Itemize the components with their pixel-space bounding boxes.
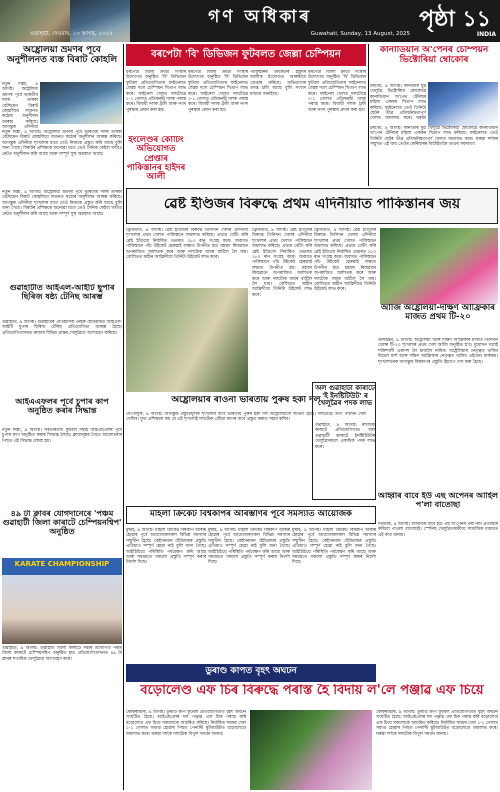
canadian-open-body-cont: টৰণ্টো, ৯ আগষ্ট। কানাডাৰ যুৱ খেলুৱৈ ভিক্টোৰিয়া ম্বোকোৱে কানাডিয়ান অ'পেন টেনিছৰ মহিলা এককৰ খিতাপ লাভ কৰিছে। ফাইনেলত তেওঁ তিনিটা ছেটৰ তীব্ৰ প্ৰতিদ্বন্দ্বিতাপূৰ্ণ খেলত জয়লাভ কৰে। ঘৰুৱা দৰ্শকৰ সন্মুখত এই জয় তেওঁৰ কেৰিয়াৰৰ আটাইতকৈ ডাঙৰ সফলতা। xyxy=(370,126,498,148)
hockey-body: বেংগালুৰু, ৯ আগষ্ট। আগন্তুক প্ৰস্তুতিমূলক শৃংখলাৰ বাবে ভাৰতীয় পুৰুষ হকী দল অষ্ট্ৰেলিয়ালৈ ৰাওনা হৈছে। দলটোৱে তাত পাঁচখন খেল খেলিব। মুখ্য প্ৰশিক্ষকে কয় যে এই শৃংখলাই দলটোক এছিয়া কাপৰ বাবে প্ৰস্তুত কৰাত সহায় কৰিব। xyxy=(126,412,366,423)
canadian-open-photo xyxy=(428,82,498,126)
masthead-date: গুৱাহাটী, দেওবাৰ, ১৩ আগষ্ট, ২০২৫ xyxy=(30,31,113,37)
pakistan-body-2: ট্ৰিনিডাড, ৯ আগষ্ট। ৱেষ্ট ইণ্ডিজৰ বিৰুদ্ধে তিনিখন খেলৰ এদিনীয়া শৃংখলাৰ প্ৰথম খেলত পাকিস্তানে জয়লাভ কৰিছে। প্ৰথমে বেটিং কৰি ৱেষ্ট ইণ্ডিজে নিৰ্ধাৰিত ওভাৰত ২৮০ ৰান সংগ্ৰহ কৰে। জবাবত পাকিস্তানে পাঁচ উইকেট হেৰুৱাই লক্ষ্যত উপনীত হয়। মহম্মদ ৰিজৱানে অপৰাজিত অৰ্ধশতক কৰে আৰু দলটোক জয়ৰ বাটলৈ লৈ যায়। বোলিঙত শ্বাহীন আফ্ৰিদীয়ে তিনিটা উইকেট লাভ কৰে। xyxy=(252,228,312,298)
pakistan-body: ট্ৰিনিডাড, ৯ আগষ্ট। ৱেষ্ট ইণ্ডিজৰ বিৰুদ্ধে তিনিখন খেলৰ এদিনীয়া শৃংখলাৰ প্ৰথম খেলত পাকিস্তানে জয়লাভ কৰিছে। প্ৰথমে বেটিং কৰি ৱেষ্ট ইণ্ডিজে নিৰ্ধাৰিত ওভাৰত ২৮০ ৰান সংগ্ৰহ কৰে। জবাবত পাকিস্তানে পাঁচ উইকেট হেৰুৱাই লক্ষ্যত উপনীত হয়। মহম্মদ ৰিজৱানে অপৰাজিত অৰ্ধশতক কৰে আৰু দলটোক জয়ৰ বাটলৈ লৈ যায়। বোলিঙত শ্বাহীন আফ্ৰিদীয়ে তিনিটা উইকেট লাভ কৰে। xyxy=(126,228,248,261)
football-body: বৰপেটা জিলা ক্ৰীড়া সংস্থাৰ উদ্যোগত অনুষ্ঠিত 'বি' ডিভিজন ফুটবল প্ৰতিযোগিতাৰ ফাইনেলত জেল্লা দলে চেম্পিয়ন খিতাপ লাভ কৰে। ফাইনেল খেলত দলটোৱে ২-১ গোলত প্ৰতিদ্বন্দ্বী দলক পৰাস্ত কৰে। বিজয়ী দলক ট্ৰফী আৰু নগদ পুৰস্কাৰ প্ৰদান কৰা হয়। xyxy=(126,70,186,113)
karate-district-headline: ৪৯ টা ক্লাবৰ যোগদানেৰে 'পঞ্চম গুৱাহাটী জিলা কাৰাটে চেম্পিয়নশ্বিপ' অনুষ্ঠিত xyxy=(2,510,122,536)
durand-headline: বড়োলেণ্ড এফ চিৰ বিৰুদ্ধে পৰাস্ত হৈ বিদায় ল'লে পঞ্জাৱ এফ চিয়ে xyxy=(140,684,484,698)
badosa-headline: আহ্বাৰ বাবে ইউ এছ অপেনৰ আৰ্হিল প'লা বাতোছা xyxy=(378,492,498,509)
canadian-open-body: টৰণ্টো, ৯ আগষ্ট। কানাডাৰ যুৱ খেলুৱৈ ভিক্টোৰিয়া ম্বোকোৱে কানাডিয়ান অ'পেন টেনিছৰ মহিলা এককৰ খিতাপ লাভ কৰিছে। ফাইনেলত তেওঁ তিনিটা ছেটৰ তীব্ৰ প্ৰতিদ্বন্দ্বিতাপূৰ্ণ খেলত জয়লাভ কৰে। ঘৰুৱা xyxy=(370,84,426,120)
column-rule xyxy=(123,44,124,790)
pakistan-banner xyxy=(126,188,498,224)
super-cup-headline: আইএএফলৰ পূৰ্বে চুপাৰ কাপ অনুষ্ঠিত কৰাৰ সিদ্ধান্ত xyxy=(15,398,109,415)
durand-kicker-bar xyxy=(126,664,376,682)
kohli-body-extra: নতুন দিল্লী, ৯ আগষ্ট। অষ্ট্ৰেলিয়া ভ্ৰমণৰ পূৰ্বে ভাৰতীয় দলৰ তাৰকা বেটছমেন বিৰাট কোহলিয়ে লণ্ডনত কঠোৰ অনুশীলন আৰম্ভ কৰিছে। আগন্তুক এদিনীয়া শৃংখলাৰ বাবে তেওঁ নিজকে প্ৰস্তুত কৰি আছে বুলি জনা গৈছে। বিৰাটৰ প্ৰশিক্ষকে জনোৱা মতে তেওঁ দৈনিক কেইবা ঘণ্টাও নেটত অনুশীলন কৰি আছে আৰু সম্পূৰ্ণ সুস্থ অৱস্থাত আছে। xyxy=(2,190,122,217)
kohli-body-cont: নতুন দিল্লী, ৯ আগষ্ট। অষ্ট্ৰেলিয়া ভ্ৰমণৰ পূৰ্বে ভাৰতীয় দলৰ তাৰকা বেটছমেন বিৰাট কোহলিয়ে লণ্ডনত কঠোৰ অনুশীলন আৰম্ভ কৰিছে। আগন্তুক এদিনীয়া শৃংখলাৰ বাবে তেওঁ নিজকে প্ৰস্তুত কৰি আছে বুলি জনা গৈছে। বিৰাটৰ প্ৰশিক্ষকে জনোৱা মতে তেওঁ দৈনিক কেইবা ঘণ্টাও নেটত অনুশীলন কৰি আছে আৰু সম্পূৰ্ণ সুস্থ অৱস্থাত আছে। xyxy=(2,130,122,157)
football-headline-text: বৰপেটা 'বি' ডিভিজন ফুটবলত জেল্লা চেম্পিয়ন xyxy=(151,49,341,60)
badosa-body: নিউয়ৰ্ক, ৯ আগষ্ট। আঘাতৰ বাবে ইউ এছ অ'পেনৰ পৰা নাম প্ৰত্যাহাৰ কৰিলে পাওলা বাদোছাই। স্পেনিছ খেলুৱৈগৰাকীয়ে সামাজিক মাধ্যমত এই কথা জনায়। xyxy=(378,522,498,538)
football-headline xyxy=(126,44,366,66)
karate-banner-text: KARATE CHAMPIONSHIP xyxy=(14,560,110,568)
guwahati-headline: গুৱাহাটীত আইএল-আইটি ছুপাৰ ছিৰিজ ষষ্ঠ্য টেনিছ আৰম্ভ xyxy=(9,284,115,301)
karate-inst-headline-text: অল গুৱাহাটী কাৰাটে 'ই ইনষ্টিটিউট' ৰ খেলুৱৈৰ পদক লাভ xyxy=(315,385,375,408)
pakistan-body-3: ট্ৰিনিডাড, ৯ আগষ্ট। ৱেষ্ট ইণ্ডিজৰ বিৰুদ্ধে তিনিখন খেলৰ এদিনীয়া শৃংখলাৰ প্ৰথম খেলত পাকিস্তানে জয়লাভ কৰিছে। প্ৰথমে বেটিং কৰি ৱেষ্ট ইণ্ডিজে নিৰ্ধাৰিত ওভাৰত ২৮০ ৰান সংগ্ৰহ কৰে। জবাবত পাকিস্তানে পাঁচ উইকেট হেৰুৱাই লক্ষ্যত উপনীত হয়। মহম্মদ ৰিজৱানে অপৰাজিত অৰ্ধশতক কৰে আৰু দলটোক জয়ৰ বাটলৈ লৈ যায়। বোলিঙত শ্বাহীন আফ্ৰিদীয়ে তিনিটা উইকেট লাভ কৰে। xyxy=(314,228,376,293)
karate-inst-box xyxy=(312,382,376,500)
haider-headline: ইংলেণ্ডৰ কোৰ্টিং অভিযোগত প্ৰেপ্তাৰ পাকিস্তানৰ হাইদৰ আলী xyxy=(126,136,186,183)
karate-photo xyxy=(2,558,122,644)
canadian-open-headline: কানাডিয়ান অ'পেনৰ চেম্পিয়ন ভিক্টোৰিয়া ম্বোকোৰ xyxy=(379,46,489,65)
pakistan-photo xyxy=(126,288,248,392)
women-wc-body-2: মুম্বাই, ৯ আগষ্ট। মহিলা ক্ৰিকেট বিশ্বকাপ আৰম্ভ হোৱাৰ পূৰ্বে আয়োজকসকল বিভিন্ন সমস্যাৰ সন্মুখীন হৈছে। কেইখনমান ষ্টেডিয়ামৰ প্ৰস্তুতি এতিয়াও সম্পূৰ্ণ হোৱা নাই বুলি জনা গৈছে। আইচিচিয়ে পৰিস্থিতি পৰ্যবেক্ষণ কৰি আছে আৰু সময়মতে সকলো প্ৰস্তুতি সম্পূৰ্ণ কৰাৰ নিৰ্দেশ দিছে। xyxy=(208,528,290,566)
aus-sa-headline: আজি অষ্ট্ৰেলিয়া-দক্ষিণ আফ্ৰিকাৰ মাজত প্ৰথম টি-২০ xyxy=(381,304,495,323)
durand-body: কোকৰাঝাৰ, ৯ আগষ্ট। ডুৰাণ্ড কাপ ফুটবল প্ৰতিযোগিতাত বৃহৎ অঘটন সংঘটিত হৈছে। আইএছএলৰ দল পঞ্জাৱ এফ চিক পৰাস্ত কৰি বড়োলেণ্ড এফ চিয়ে সকলোকে আচৰিত কৰিছে। নিৰ্ধাৰিত সময়ৰ খেল ১-১ গোলত সমাপ্ত হোৱাৰ পিছত পেনাল্টি শ্বুটআউটত বড়োলেণ্ডে জয়লাভ কৰে। ঘৰুৱা দৰ্শকে দলটোক বিপুল সমৰ্থন জনায়। xyxy=(126,710,246,737)
football-body-2: বৰপেটা জিলা ক্ৰীড়া সংস্থাৰ উদ্যোগত অনুষ্ঠিত 'বি' ডিভিজন ফুটবল প্ৰতিযোগিতাৰ ফাইনেলত জেল্লা দলে চেম্পিয়ন খিতাপ লাভ কৰে। ফাইনেল খেলত দলটোৱে ২-১ গোলত প্ৰতিদ্বন্দ্বী দলক পৰাস্ত কৰে। বিজয়ী দলক ট্ৰফী আৰু নগদ পুৰস্কাৰ প্ৰদান কৰা হয়। xyxy=(188,70,248,113)
karate-inst-body: গুৱাহাটী, ৯ আগষ্ট। ৰাজ্যিক কাৰাটে প্ৰতিযোগিতাত অল গুৱাহাটী কাৰাটে ইনষ্টিটিউটৰ খেলুৱৈসকলে একাধিক পদক লাভ কৰে। xyxy=(315,423,375,450)
kohli-body: নতুন দিল্লী, ৯ আগষ্ট। অষ্ট্ৰেলিয়া ভ্ৰমণৰ পূৰ্বে ভাৰতীয় দলৰ তাৰকা বেটছমেন বিৰাট কোহলিয়ে লণ্ডনত কঠোৰ অনুশীলন আৰম্ভ কৰিছে। আগন্তুক এদিনীয়া xyxy=(2,82,38,130)
karate-district-body: গুৱাহাটী, ৯ আগষ্ট। গুৱাহাটী জিলা কাৰাটে সন্থাৰ উদ্যোগত পঞ্চম জিলা কাৰাটে চেম্পিয়নশ্বিপ অনুষ্ঠিত হয়। প্ৰতিযোগিতাখনত ৪৯ টা ক্লাবৰ শতাধিক খেলুৱৈয়ে অংশগ্ৰহণ কৰে। xyxy=(2,646,122,662)
column-rule xyxy=(368,44,369,186)
masthead-title: গণ অধিকাৰ xyxy=(208,7,312,27)
durand-kicker: ডুৰাণ্ড কাপত বৃহৎ অঘটন xyxy=(205,667,297,676)
durand-photo xyxy=(250,710,372,790)
women-wc-body-3: মুম্বাই, ৯ আগষ্ট। মহিলা ক্ৰিকেট বিশ্বকাপ আৰম্ভ হোৱাৰ পূৰ্বে আয়োজকসকল বিভিন্ন সমস্যাৰ সন্মুখীন হৈছে। কেইখনমান ষ্টেডিয়ামৰ প্ৰস্তুতি এতিয়াও সম্পূৰ্ণ হোৱা নাই বুলি জনা গৈছে। আইচিচিয়ে পৰিস্থিতি পৰ্যবেক্ষণ কৰি আছে আৰু সময়মতে সকলো প্ৰস্তুতি সম্পূৰ্ণ কৰাৰ নিৰ্দেশ দিছে। xyxy=(292,528,376,566)
pakistan-headline: ৱেষ্ট ইণ্ডিজৰ বিৰুদ্ধে প্ৰথম এদিনীয়াত পাকিস্তানৰ জয় xyxy=(163,197,461,212)
kohli-photo xyxy=(40,82,122,124)
super-cup-body: নতুন দিল্লী, ৯ আগষ্ট। সৰ্বভাৰতীয় ফুটবল সন্থাই আইএছএলৰ পূৰ্বে চুপাৰ কাপ অনুষ্ঠিত কৰাৰ সিদ্ধান্ত লৈছে। ক্লাবসমূহৰ সৈতে আলোচনাৰ পিছত এই সিদ্ধান্ত লোৱা হয়। xyxy=(2,428,122,444)
football-body-4: বৰপেটা জিলা ক্ৰীড়া সংস্থাৰ উদ্যোগত অনুষ্ঠিত 'বি' ডিভিজন ফুটবল প্ৰতিযোগিতাৰ ফাইনেলত জেল্লা দলে চেম্পিয়ন খিতাপ লাভ কৰে। ফাইনেল খেলত দলটোৱে ২-১ গোলত প্ৰতিদ্বন্দ্বী দলক পৰাস্ত কৰে। বিজয়ী দলক ট্ৰফী আৰু নগদ পুৰস্কাৰ প্ৰদান কৰা হয়। xyxy=(308,70,366,113)
aus-sa-body: ডাৰউইন, ৯ আগষ্ট। অষ্ট্ৰেলিয়া আৰু দক্ষিণ আফ্ৰিকাৰ মাজত তিনিখন খেলৰ টি-২০ শৃংখলাৰ প্ৰথম খেল আজি অনুষ্ঠিত হ'ব। দুয়োখন দলেই শক্তিশালী একাদশ লৈ মাজলৈ নামিব। অষ্ট্ৰেলিয়াৰ নেতৃত্বত থাকিব মিচেল মাৰ্শ আৰু দক্ষিণ আফ্ৰিকাৰ নেতৃত্বত থাকিব এইডেন মাৰ্কৰাম। শৃংখলাখনক আগন্তুক বিশ্বকাপৰ প্ৰস্তুতি হিচাপে গণ্য কৰা হৈছে। xyxy=(378,338,498,365)
kohli-headline: অষ্ট্ৰেলিয়া ভ্ৰমণৰ পূৰ্বে অনুশীলনত ব্যস্ত বিৰাট কোহলি xyxy=(6,46,118,65)
football-body-3: পাকিস্তানৰ ক্ৰিকেটাৰ হাইদৰ আলীক ইংলেণ্ডত আৰক্ষীয়ে গ্ৰেপ্তাৰ কৰিছে। অভিযোগৰ তদন্ত চলি আছে বুলি সংবাদ মাধ্যমে জনাইছে। xyxy=(250,70,306,97)
women-wc-banner xyxy=(126,506,376,524)
women-wc-headline: মহিলা ক্ৰিকেট বিশ্বকাপৰ আৰম্ভণিৰ পূৰ্বে সমস্যাত আয়োজক xyxy=(150,510,352,519)
masthead-date-en: Guwahati, Sunday, 13 August, 2025 xyxy=(310,31,410,37)
edition-label: INDIA xyxy=(476,31,496,38)
guwahati-body: গুৱাহাটী, ৯ আগষ্ট। গুৱাহাটীৰ ঐতিহাসিক নেহৰু ষ্টেডিয়ামত আইএল-আইটি ছুপাৰ ছিৰিজ টেনিছ প্ৰতিযোগিতা আৰম্ভ হৈছে। প্ৰতিযোগিতাখনত ৰাজ্যৰ বিভিন্ন প্ৰান্তৰ খেলুৱৈয়ে অংশগ্ৰহণ কৰিছে। xyxy=(2,320,122,336)
masthead xyxy=(0,0,500,42)
women-wc-body: মুম্বাই, ৯ আগষ্ট। মহিলা ক্ৰিকেট বিশ্বকাপ আৰম্ভ হোৱাৰ পূৰ্বে আয়োজকসকল বিভিন্ন সমস্যাৰ সন্মুখীন হৈছে। কেইখনমান ষ্টেডিয়ামৰ প্ৰস্তুতি এতিয়াও সম্পূৰ্ণ হোৱা নাই বুলি জনা গৈছে। আইচিচিয়ে পৰিস্থিতি পৰ্যবেক্ষণ কৰি আছে আৰু সময়মতে সকলো প্ৰস্তুতি সম্পূৰ্ণ কৰাৰ নিৰ্দেশ দিছে। xyxy=(126,528,206,566)
page-number: পৃষ্ঠা ১১ xyxy=(419,7,491,32)
hockey-headline: অষ্ট্ৰেলিয়াৰ ৰাওনা ভাৰতীয় পুৰুষ হকী দল xyxy=(171,396,321,405)
durand-body-2: কোকৰাঝাৰ, ৯ আগষ্ট। ডুৰাণ্ড কাপ ফুটবল প্ৰতিযোগিতাত বৃহৎ অঘটন সংঘটিত হৈছে। আইএছএলৰ দল পঞ্জাৱ এফ চিক পৰাস্ত কৰি বড়োলেণ্ড এফ চিয়ে সকলোকে আচৰিত কৰিছে। নিৰ্ধাৰিত সময়ৰ খেল ১-১ গোলত সমাপ্ত হোৱাৰ পিছত পেনাল্টি শ্বুটআউটত বড়োলেণ্ডে জয়লাভ কৰে। ঘৰুৱা দৰ্শকে দলটোক বিপুল সমৰ্থন জনায়। xyxy=(376,710,498,737)
aus-sa-photo xyxy=(380,228,498,304)
